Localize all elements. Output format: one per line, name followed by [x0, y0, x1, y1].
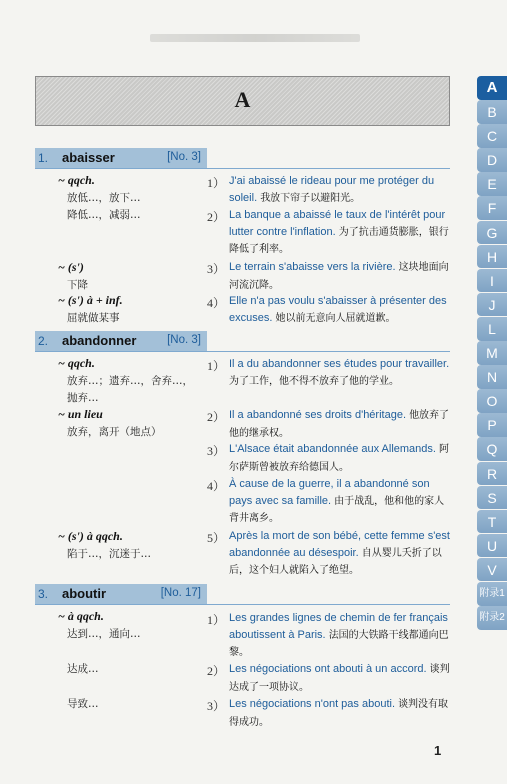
example-fr: Elle n'a pas voulu s'abaisser à présenter des excuses. — [229, 295, 447, 324]
example-zh: 为了抗击通货膨胀，银行降低了利率。 — [229, 226, 449, 255]
tab-v[interactable]: V — [477, 558, 507, 582]
page-number: 1 — [434, 743, 442, 758]
example-fr: Les négociations ont abouti à un accord. — [229, 663, 427, 675]
example — [229, 441, 451, 476]
entry-rule — [35, 604, 450, 605]
example — [229, 173, 451, 207]
example-zh: 为了工作，他不得不放弃了他的学业。 — [229, 375, 399, 387]
example-fr: À cause de la guerre, il a abandonné son pays avec sa famille. — [229, 478, 430, 507]
tab-appendix-1[interactable]: 附录1 — [477, 582, 507, 606]
example-fr: La banque a abaissé le taux de l'intérêt pour lutter contre l'inflation. — [229, 209, 446, 238]
entry-header — [35, 331, 207, 352]
tab-c[interactable]: C — [477, 124, 507, 148]
example-zh: 他放弃了他的继承权。 — [229, 410, 450, 439]
example — [229, 476, 451, 528]
example-fr: Après la mort de son bébé, cette femme s'est abandonnée au désespoir. — [229, 530, 450, 559]
tab-i[interactable]: I — [477, 269, 507, 293]
example — [229, 661, 451, 696]
sense-translation: 导致… — [67, 698, 99, 710]
example — [229, 696, 451, 731]
tab-f[interactable]: F — [477, 196, 507, 220]
headword: aboutir — [62, 586, 107, 601]
example-number: 1） — [207, 613, 226, 627]
tab-e[interactable]: E — [477, 172, 507, 196]
example-fr: Le terrain s'abaisse vers la rivière. — [229, 261, 396, 273]
example-zh: 由于战乱，他和他的家人背井离乡。 — [229, 495, 445, 524]
sense-label: ~ qqch. — [58, 173, 95, 187]
sense-translation: 放弃，离开（地点） — [67, 426, 162, 438]
entry-rule — [35, 351, 450, 352]
example-number: 2） — [207, 210, 226, 224]
example-number: 4） — [207, 479, 226, 493]
example-fr: Les négociations n'ont pas abouti. — [229, 698, 395, 710]
tab-h[interactable]: H — [477, 245, 507, 269]
tab-u[interactable]: U — [477, 534, 507, 558]
example-number: 2） — [207, 664, 226, 678]
example — [229, 356, 451, 390]
headword: abandonner — [62, 333, 137, 348]
example-zh: 谈判达成了一项协议。 — [229, 664, 450, 693]
entry-number: 1. — [38, 151, 49, 165]
sense-translation: 放低…，放下… — [67, 192, 141, 204]
tab-b[interactable]: B — [477, 100, 507, 124]
tab-j[interactable]: J — [477, 293, 507, 317]
example-fr: Il a abandonné ses droits d'héritage. — [229, 409, 406, 421]
headword: abaisser — [62, 150, 115, 165]
example-number: 3） — [207, 262, 226, 276]
sense-label: ~ à qqch. — [58, 609, 104, 623]
sense-label: ~ (s') à + inf. — [58, 293, 123, 307]
tab-d[interactable]: D — [477, 148, 507, 172]
sense-label: ~ un lieu — [58, 407, 103, 421]
entry-number: 2. — [38, 334, 49, 348]
sense-translation: 达成… — [67, 663, 99, 675]
example-number: 1） — [207, 176, 226, 190]
sense-translation: 抛弃… — [67, 392, 99, 404]
tab-l[interactable]: L — [477, 317, 507, 341]
tab-a[interactable]: A — [477, 76, 507, 100]
example — [229, 293, 451, 327]
tab-g[interactable]: G — [477, 221, 507, 245]
example-fr: Les grandes lignes de chemin de fer français aboutissent à Paris. — [229, 612, 448, 641]
entry-ref: [No. 17] — [160, 587, 201, 599]
sense-label: ~ qqch. — [58, 356, 95, 370]
example-number: 3） — [207, 444, 226, 458]
example-zh: 阿尔萨斯曾被放弃给德国人。 — [229, 444, 450, 473]
section-letter: A — [234, 87, 251, 112]
tab-t[interactable]: T — [477, 510, 507, 534]
tab-p[interactable]: P — [477, 413, 507, 437]
sense-translation: 放弃…；遗弃…，舍弃…， — [67, 375, 193, 387]
example — [229, 259, 451, 294]
sense-translation: 降低…，减弱… — [67, 209, 141, 221]
example-number: 4） — [207, 296, 226, 310]
entry-number: 3. — [38, 587, 49, 601]
thumb-index — [477, 76, 507, 630]
example-zh: 我放下帘子以避阳光。 — [260, 192, 361, 204]
example-fr: Il a du abandonner ses études pour travailler. — [229, 358, 450, 370]
example-number: 1） — [207, 359, 226, 373]
sense-translation: 下降 — [67, 279, 88, 291]
entry-header — [35, 148, 207, 169]
tab-n[interactable]: N — [477, 365, 507, 389]
running-header — [150, 34, 360, 42]
example — [229, 528, 451, 580]
example-zh: 她以前无意向人屈就道歉。 — [275, 312, 396, 324]
example-zh: 法国的大铁路干线都通向巴黎。 — [229, 629, 449, 658]
example — [229, 207, 451, 259]
entry-rule — [35, 168, 450, 169]
tab-s[interactable]: S — [477, 486, 507, 510]
tab-q[interactable]: Q — [477, 437, 507, 461]
example-zh: 自从婴儿夭折了以后，这个妇人就陷入了绝望。 — [229, 547, 442, 576]
example-fr: J'ai abaissé le rideau pour me protéger du soleil. — [229, 175, 435, 204]
sense-translation: 屈就做某事 — [67, 312, 120, 324]
sense-translation: 达到…，通向… — [67, 628, 141, 640]
sense-label: ~ (s') à qqch. — [58, 529, 123, 543]
example-number: 5） — [207, 531, 226, 545]
entry-ref: [No. 3] — [167, 334, 201, 346]
example — [229, 610, 451, 662]
tab-o[interactable]: O — [477, 389, 507, 413]
example-zh: 谈判没有取得成功。 — [229, 699, 449, 728]
example-number: 2） — [207, 410, 226, 424]
tab-appendix-2[interactable]: 附录2 — [477, 606, 507, 630]
section-banner — [35, 76, 450, 126]
example-zh: 这块地面向河流沉降。 — [229, 262, 449, 291]
sense-translation: 陷于…，沉迷于… — [67, 548, 151, 560]
example-number: 3） — [207, 699, 226, 713]
tab-m[interactable]: M — [477, 341, 507, 365]
sense-label: ~ (s') — [58, 260, 84, 274]
tab-r[interactable]: R — [477, 462, 507, 486]
entry-ref: [No. 3] — [167, 151, 201, 163]
example — [229, 407, 451, 442]
entry-header — [35, 584, 207, 605]
example-fr: L'Alsace était abandonnée aux Allemands. — [229, 443, 436, 455]
